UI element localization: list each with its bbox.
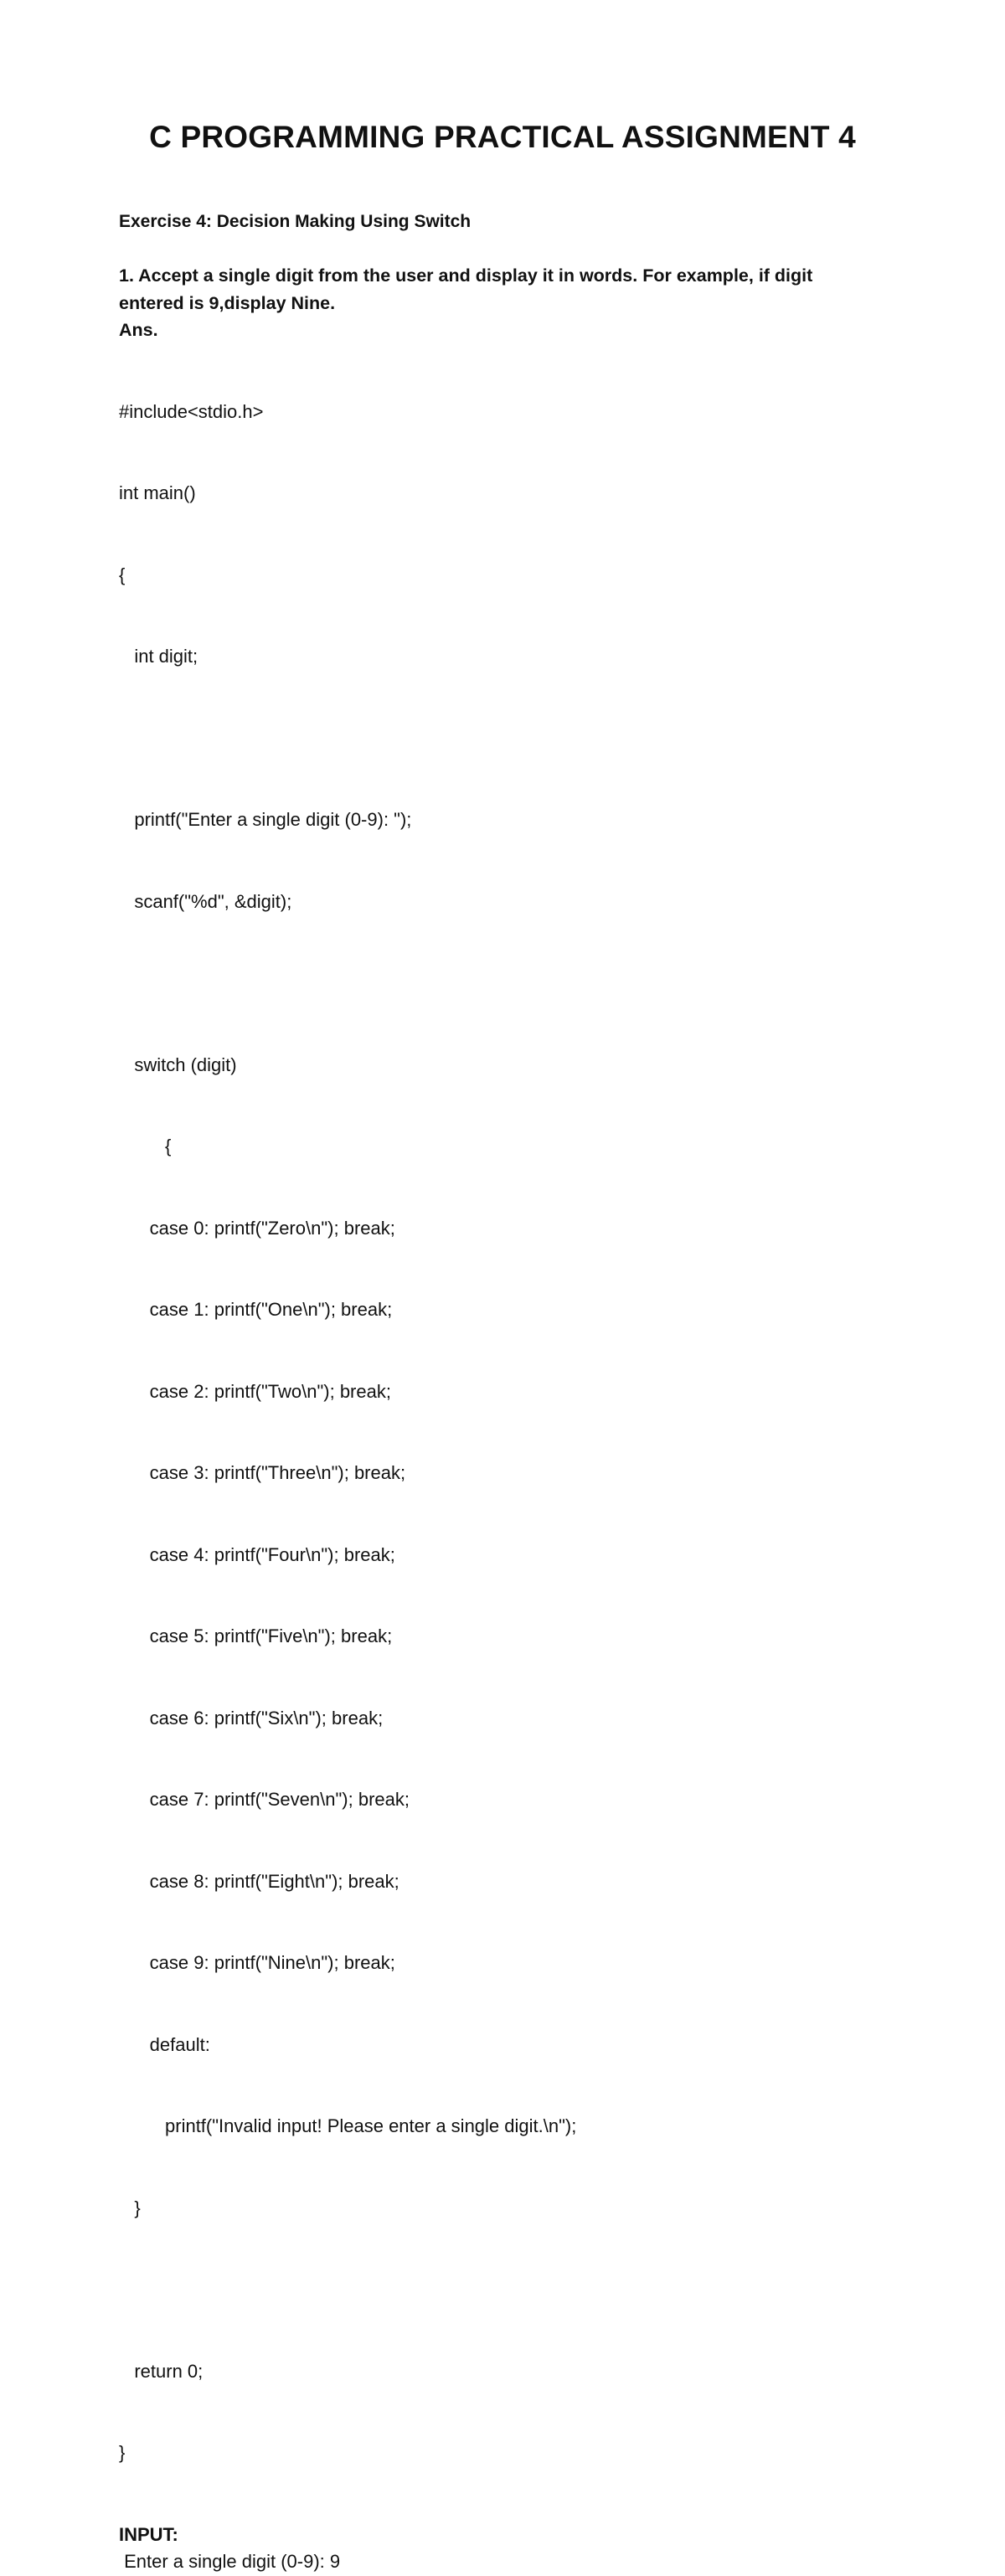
code-line: { xyxy=(119,1136,172,1157)
code-line: case 7: printf("Seven\n"); break; xyxy=(119,1789,410,1810)
code-line: int main() xyxy=(119,482,196,503)
code-line: case 6: printf("Six\n"); break; xyxy=(119,1707,384,1728)
code-line: case 8: printf("Eight\n"); break; xyxy=(119,1870,399,1892)
exercise-heading: Exercise 4: Decision Making Using Switch xyxy=(119,212,472,231)
code-line: case 2: printf("Two\n"); break; xyxy=(119,1380,391,1402)
question-line-1: 1. Accept a single digit from the user and display it in words. For example, if digit xyxy=(119,265,813,286)
code-line: #include<stdio.h> xyxy=(119,400,264,422)
code-line: { xyxy=(119,564,126,585)
code-line: case 9: printf("Nine\n"); break; xyxy=(119,1952,395,1973)
code-line: scanf("%d", &digit); xyxy=(119,890,292,912)
code-line: printf("Enter a single digit (0-9): "); xyxy=(119,809,412,830)
code-line: int digit; xyxy=(119,646,198,667)
answer-label: Ans. xyxy=(119,320,158,340)
code-line: } xyxy=(119,2442,126,2463)
code-blank-line xyxy=(119,725,889,753)
question-text xyxy=(119,262,889,344)
code-line: case 4: printf("Four\n"); break; xyxy=(119,1543,395,1565)
code-line: case 3: printf("Three\n"); break; xyxy=(119,1462,406,1483)
code-line: switch (digit) xyxy=(119,1054,237,1075)
code-line: case 0: printf("Zero\n"); break; xyxy=(119,1217,395,1239)
code-line: return 0; xyxy=(119,2360,204,2382)
code-blank-line xyxy=(119,2276,889,2304)
code-line: case 1: printf("One\n"); break; xyxy=(119,1299,393,1320)
code-block xyxy=(119,344,889,2522)
input-example: Enter a single digit (0-9): 9 xyxy=(119,2551,341,2572)
input-label: INPUT: xyxy=(119,2523,178,2545)
code-line: case 5: printf("Five\n"); break; xyxy=(119,1625,393,1646)
question-line-2: entered is 9,display Nine. xyxy=(119,292,336,313)
code-blank-line xyxy=(119,970,889,997)
document-body xyxy=(119,209,889,2576)
code-line: } xyxy=(119,2197,141,2218)
page-title: C PROGRAMMING PRACTICAL ASSIGNMENT 4 xyxy=(149,120,856,154)
code-line: default: xyxy=(119,2033,210,2055)
code-line: printf("Invalid input! Please enter a single digit.\n"); xyxy=(119,2115,577,2136)
